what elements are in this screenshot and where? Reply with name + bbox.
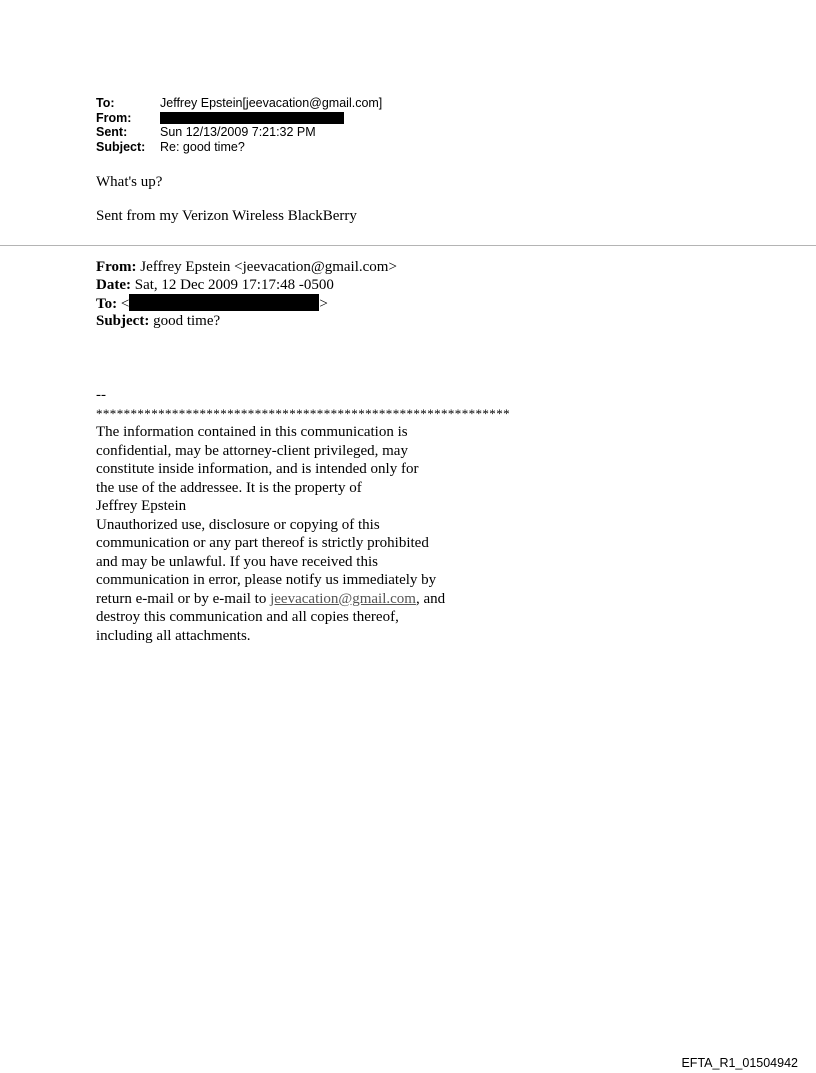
original-subject-label: Subject: xyxy=(96,313,150,329)
original-subject-value: good time? xyxy=(153,313,221,329)
reply-from-label: From: xyxy=(96,110,132,125)
disclaimer-line: The information contained in this communication is xyxy=(96,424,408,440)
original-from-label: From: xyxy=(96,259,137,275)
reply-message-line: What's up? xyxy=(96,174,163,190)
disclaimer-line: confidential, may be attorney-client privileged, may xyxy=(96,442,408,459)
reply-body xyxy=(96,173,357,241)
original-date-value: Sat, 12 Dec 2009 17:17:48 -0500 xyxy=(134,277,334,293)
disclaimer-return-line xyxy=(96,590,510,609)
reply-sent-label: Sent: xyxy=(96,125,128,139)
original-to-row xyxy=(96,294,397,312)
redaction-box xyxy=(129,294,319,311)
reply-to-value: Jeffrey Epstein[jeevacation@gmail.com] xyxy=(160,96,383,110)
reply-sent-value: Sun 12/13/2009 7:21:32 PM xyxy=(160,125,316,139)
disclaimer-line: communication in error, please notify us immediately by xyxy=(96,572,437,588)
disclaimer-line: the use of the addressee. It is the property of xyxy=(96,479,362,496)
original-from-row xyxy=(96,258,397,276)
reply-subject-label: Subject: xyxy=(96,139,146,154)
reply-to-row xyxy=(96,96,382,111)
reply-header xyxy=(96,96,382,154)
reply-to-label: To: xyxy=(96,96,115,110)
disclaimer-line: Unauthorized use, disclosure or copying of this xyxy=(96,516,380,533)
original-date-label: Date: xyxy=(96,277,131,293)
original-to-label: To: xyxy=(96,296,118,312)
return-line-prefix: return e-mail or by e-mail to xyxy=(96,590,271,607)
email-link[interactable]: jeevacation@gmail.com xyxy=(270,590,416,607)
confidentiality-signature xyxy=(96,386,510,645)
signature-dashes: -- xyxy=(96,387,106,403)
return-line-suffix: , and xyxy=(415,590,446,607)
original-from-value: Jeffrey Epstein <jeevacation@gmail.com> xyxy=(140,259,397,275)
disclaimer-line: Jeffrey Epstein xyxy=(96,498,187,514)
reply-signature-line: Sent from my Verizon Wireless BlackBerry xyxy=(96,208,357,224)
redaction-box xyxy=(160,112,344,124)
reply-from-row xyxy=(96,111,382,126)
disclaimer-line: constitute inside information, and is intended only for xyxy=(96,461,419,477)
original-date-row xyxy=(96,276,397,294)
disclaimer-line: including all attachments. xyxy=(96,627,251,644)
original-to-suffix: > xyxy=(319,296,328,312)
disclaimer-line: destroy this communication and all copies thereof, xyxy=(96,609,399,625)
reply-subject-value: Re: good time? xyxy=(160,139,245,154)
disclaimer-line: communication or any part thereof is strictly prohibited xyxy=(96,535,429,551)
reply-subject-row xyxy=(96,140,382,155)
signature-stars: ************************************************************ xyxy=(96,405,510,421)
disclaimer-line: and may be unlawful. If you have received this xyxy=(96,553,378,570)
original-message-header xyxy=(96,258,397,330)
reply-sent-row xyxy=(96,125,382,140)
original-subject-row xyxy=(96,312,397,330)
original-to-prefix: < xyxy=(120,296,130,312)
message-divider xyxy=(0,245,816,246)
bates-number: EFTA_R1_01504942 xyxy=(681,1056,798,1070)
